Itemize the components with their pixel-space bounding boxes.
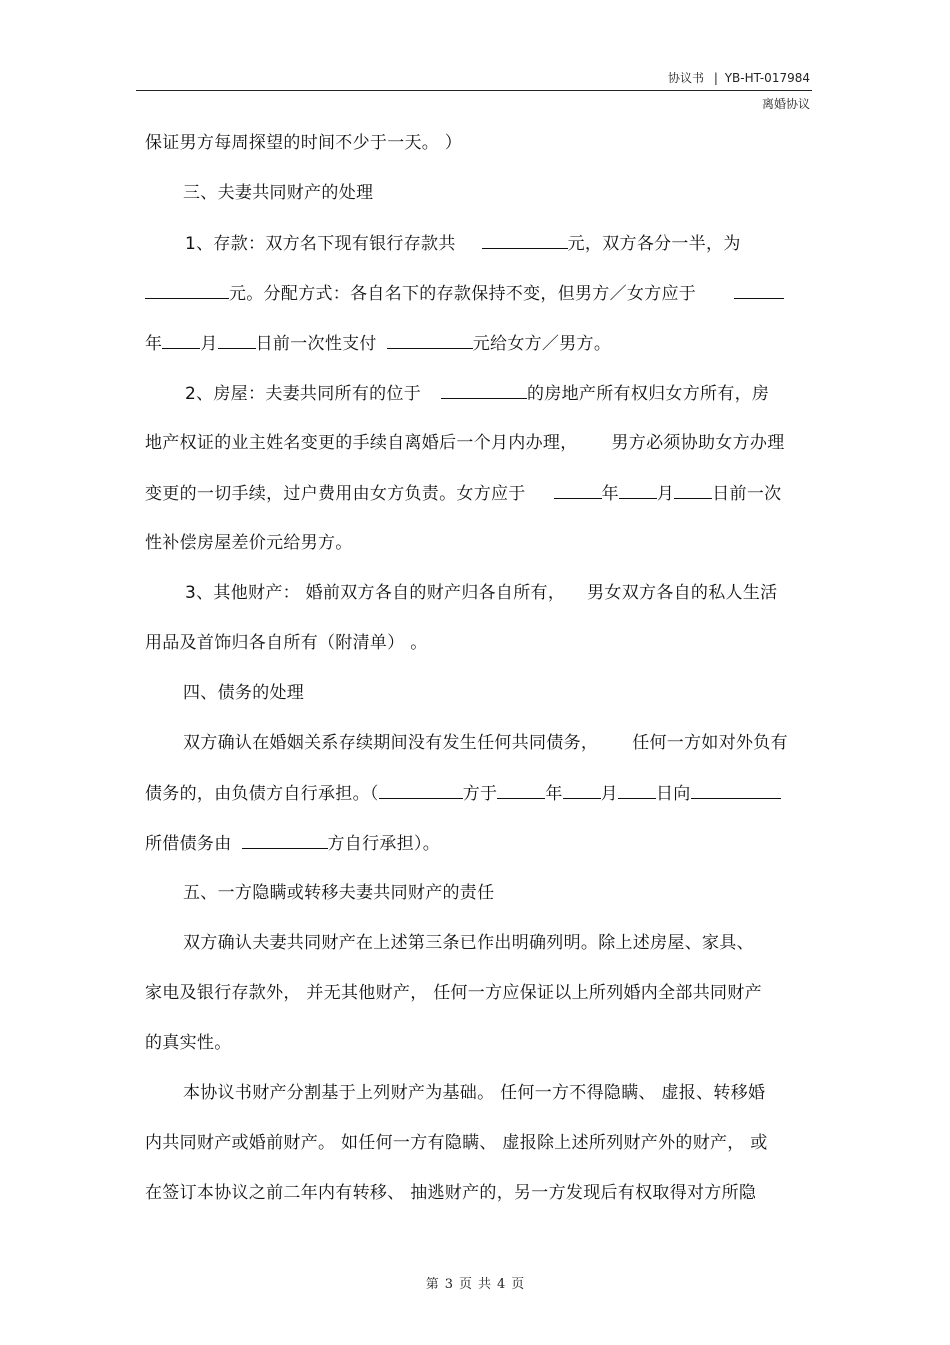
- blank-field: [379, 781, 463, 799]
- text-line: [145, 481, 781, 506]
- text-span: 的房地产所有权归女方所有，房: [527, 384, 770, 404]
- section-heading-5: 五、一方隐瞒或转移夫妻共同财产的责任: [183, 883, 495, 903]
- text-span: 日向: [655, 784, 691, 804]
- blank-field: [618, 781, 656, 799]
- text-span: 年: [545, 784, 563, 804]
- text-line: 本协议书财产分割基于上列财产为基础。 任何一方不得隐瞒、 虚报、转移婚: [183, 1083, 766, 1103]
- blank-field: [563, 781, 601, 799]
- text-span: 1、存款：双方名下现有银行存款共: [185, 234, 456, 254]
- text-span: 元，双方各分一半，为: [567, 234, 741, 254]
- blank-field: [441, 381, 527, 399]
- footer-suffix: 页: [511, 1277, 525, 1292]
- text-line: [145, 831, 440, 856]
- text-span: 元给女方／男方。: [472, 334, 612, 354]
- text-span: 变更的一切手续，过户费用由女方负责。女方应于: [145, 484, 526, 504]
- blank-field: [619, 481, 657, 499]
- section-heading-4: 四、债务的处理: [183, 683, 305, 703]
- text-span: 2、房屋：夫妻共同所有的位于: [185, 384, 422, 404]
- text-span: 债务的，由负债方自行承担。（: [145, 784, 379, 804]
- blank-field: [162, 331, 200, 349]
- text-line: [145, 331, 611, 356]
- text-span: 双方确认在婚姻关系存续期间没有发生任何共同债务，: [183, 733, 599, 753]
- text-span: 年: [145, 334, 163, 354]
- blank-field: [691, 781, 781, 799]
- header-doc-code: YB-HT-017984: [724, 71, 810, 85]
- footer-page-number: 3: [444, 1277, 453, 1292]
- text-span: 方于: [462, 784, 498, 804]
- text-span: 地产权证的业主姓名变更的手续自离婚后一个月内办理，: [145, 433, 578, 453]
- blank-field: [387, 331, 473, 349]
- text-span: 3、其他财产： 婚前双方各自的财产归各自所有，: [185, 583, 566, 603]
- blank-field: [242, 831, 328, 849]
- text-line: 用品及首饰归各自所有（附清单） 。: [145, 633, 428, 653]
- text-line: [183, 731, 788, 755]
- footer-mid2: 共: [478, 1277, 492, 1292]
- text-span: 男方必须协助女方办理: [611, 433, 785, 453]
- text-line: [185, 381, 769, 406]
- blank-field: [482, 231, 568, 249]
- blank-field: [218, 331, 256, 349]
- text-span: 月: [200, 334, 218, 354]
- text-span: 月: [656, 484, 675, 504]
- blank-field: [497, 781, 545, 799]
- text-span: 日前一次: [712, 484, 782, 504]
- text-span: 日前一次性支付: [255, 334, 377, 354]
- text-span: 元。分配方式：各自名下的存款保持不变，但男方／女方应于: [229, 284, 697, 304]
- text-span: 所借债务由: [145, 834, 232, 854]
- text-span: 方自行承担）。: [327, 834, 441, 854]
- header-doc-info: [668, 69, 810, 86]
- text-line: 在签订本协议之前二年内有转移、 抽逃财产的，另一方发现后有权取得对方所隐: [145, 1183, 757, 1203]
- text-line: [185, 231, 741, 256]
- text-line: 保证男方每周探望的时间不少于一天。 ）: [145, 133, 463, 153]
- blank-field: [734, 281, 784, 299]
- text-span: 男女双方各自的私人生活: [587, 583, 778, 603]
- blank-field: [554, 481, 602, 499]
- text-line: [145, 431, 785, 455]
- footer-prefix: 第: [425, 1277, 439, 1292]
- text-line: 家电及银行存款外， 并无其他财产， 任何一方应保证以上所列婚内全部共同财产: [145, 983, 762, 1003]
- text-line: [185, 581, 777, 605]
- blank-field: [145, 281, 229, 299]
- text-span: 月: [600, 784, 618, 804]
- text-line: [145, 281, 784, 306]
- header-subtitle: 离婚协议: [761, 97, 810, 111]
- text-line: [145, 781, 781, 806]
- text-span: 任何一方如对外负有: [632, 733, 788, 753]
- header-rule: [136, 90, 812, 91]
- text-line: 性补偿房屋差价元给男方。: [145, 533, 353, 553]
- footer-mid1: 页: [458, 1277, 472, 1292]
- section-heading-3: 三、夫妻共同财产的处理: [183, 183, 374, 203]
- text-line: 双方确认夫妻共同财产在上述第三条已作出明确列明。除上述房屋、家具、: [183, 933, 754, 953]
- text-span: 年: [601, 484, 619, 504]
- header-doc-type: 协议书: [667, 71, 704, 85]
- text-line: 的真实性。: [145, 1033, 232, 1053]
- footer-total-pages: 4: [497, 1277, 506, 1292]
- page-footer: [0, 1273, 950, 1292]
- header-separator: |: [713, 71, 718, 85]
- blank-field: [674, 481, 712, 499]
- text-line: 内共同财产或婚前财产。 如任何一方有隐瞒、 虚报除上述所列财产外的财产， 或: [145, 1133, 768, 1153]
